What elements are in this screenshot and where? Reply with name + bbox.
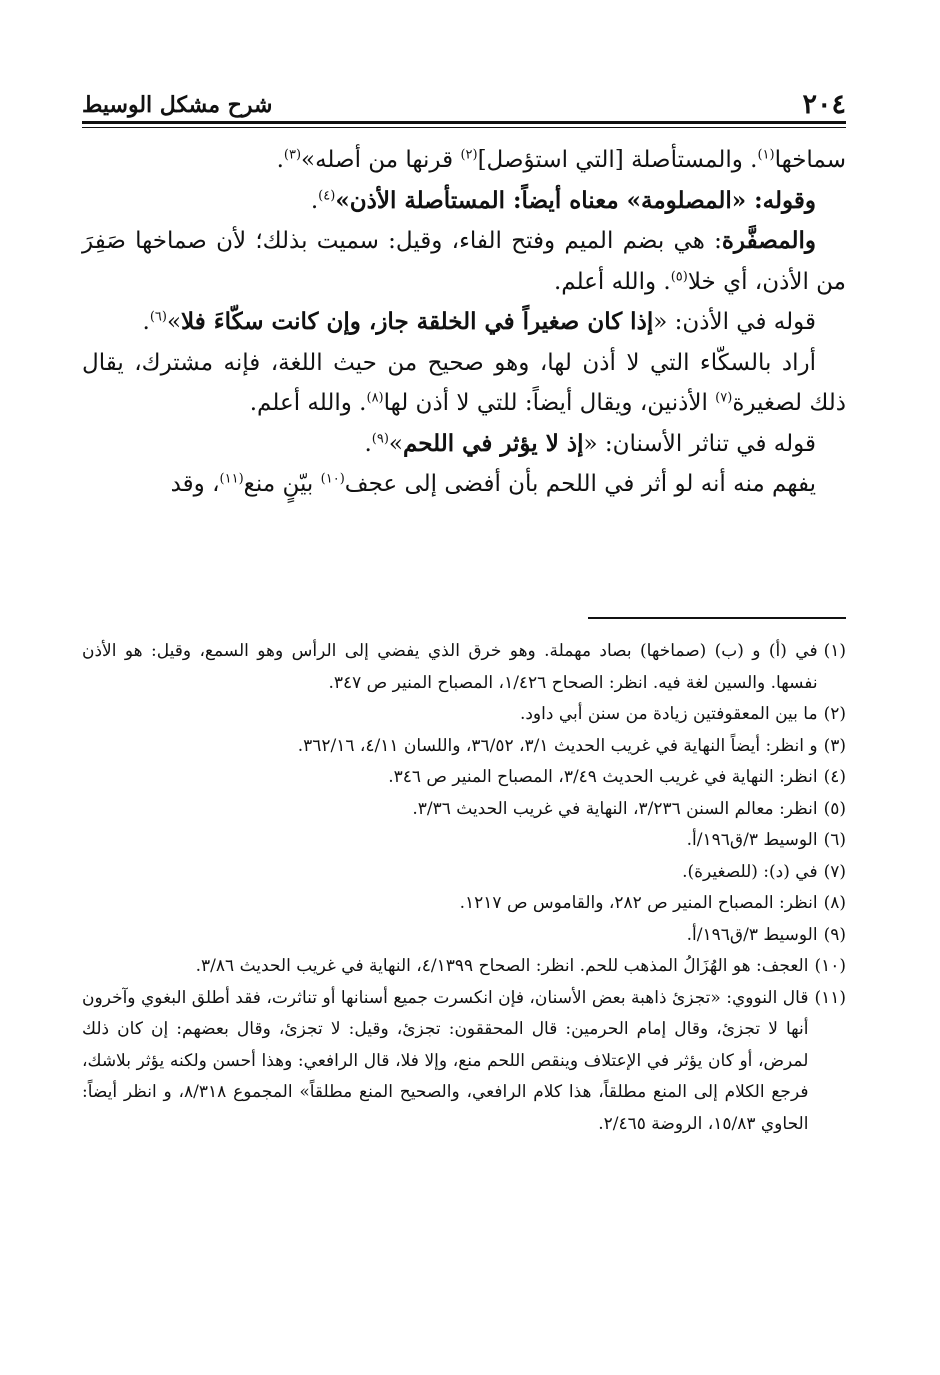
footnote-ref: (١) (757, 147, 775, 163)
footnote-number: (٨) (823, 893, 846, 913)
footnote-ref: (٧) (715, 390, 733, 406)
footnote-ref: (٩) (371, 430, 389, 446)
footnote-8 (82, 888, 846, 920)
footnote-ref: (٨) (366, 390, 384, 406)
text-run: يفهم منه أنه لو أثر في اللحم بأن أفضى إلى عجف (344, 471, 816, 497)
text-run: . (142, 309, 150, 335)
text-run: . (364, 430, 372, 457)
footnote-text: انظر: المصباح المنير ص ٢٨٢، والقاموس ص ١٢١٧. (459, 893, 818, 913)
footnote-7 (82, 857, 846, 889)
footnote-ref: (٢) (460, 147, 478, 163)
text-run: الأذنين، ويقال أيضاً: للتي لا أذن لها (383, 390, 716, 416)
footnote-1 (82, 636, 846, 699)
footnote-number: (٢) (823, 704, 846, 724)
footnote-number: (١١) (814, 987, 846, 1008)
page-header (82, 88, 846, 122)
text-run: قوله في الأذن: « (653, 309, 816, 335)
paragraph-5 (82, 343, 846, 424)
footnote-ref: (١٠) (320, 471, 345, 487)
footnote-number: (٣) (823, 735, 846, 756)
header-rule-thin (82, 127, 846, 128)
footnote-11 (82, 983, 846, 1141)
footnote-number: (٩) (823, 924, 846, 945)
text-run: أراد بالسكّاء التي لا أذن لها، وهو صحيح من حيث اللغة، فإنه مشترك، يقال ذلك لصغيرة (82, 349, 846, 416)
text-run: قوله في تناثر الأسنان: « (583, 430, 816, 457)
footnote-separator (588, 617, 846, 619)
paragraph-3 (82, 221, 846, 302)
text-run: . (276, 147, 284, 173)
footnote-10 (82, 951, 846, 983)
footnote-ref: (٦) (149, 309, 167, 325)
main-text (82, 140, 846, 505)
text-run: » (166, 309, 182, 335)
footnote-text: في (أ) و (ب) (صماخها) بصاد مهملة. وهو خرق الذي يفضي إلى الرأس وهو السمع، وقيل: هو الأذن نفسها. والسين لغة فيه. انظر: الصحاح ١/٤٢٦، المصباح المنير ص ٣٤٧. (82, 641, 818, 693)
text-run: بيّنٍ منع (243, 471, 321, 497)
page-number: ٢٠٤ (802, 89, 846, 120)
footnote-2 (82, 699, 846, 731)
paragraph-1 (82, 140, 846, 181)
running-title: شرح مشكل الوسيط (82, 92, 273, 118)
footnote-ref: (٥) (670, 268, 688, 284)
paragraph-4 (82, 302, 846, 343)
paragraph-6 (82, 424, 846, 465)
footnote-number: (٧) (823, 861, 846, 882)
paragraph-7 (82, 464, 846, 505)
text-run: . (310, 187, 319, 214)
text-run: . والله أعلم. (553, 268, 671, 295)
footnote-text: انظر: النهاية في غريب الحديث ٣/٤٩، المصباح المنير ص ٣٤٦. (388, 767, 818, 787)
footnote-text: و انظر: أيضاً النهاية في غريب الحديث ٣/١، ٣٦/٥٢، واللسان ٤/١١، ٣٦٢/١٦. (297, 735, 818, 756)
bold-text: إذا كان صغيراً في الخلقة جاز، وإن كانت سكّاءَ فلا (181, 308, 654, 335)
footnote-number: (١٠) (814, 956, 846, 976)
footnote-ref: (١١) (219, 471, 244, 487)
footnote-3 (82, 731, 846, 763)
text-run: قرنها من أصله» (301, 147, 461, 173)
footnote-ref: (٣) (283, 147, 302, 163)
text-run: . والله أعلم. (249, 390, 367, 416)
text-run: ، وقد (170, 471, 220, 497)
footnote-text: في (د): (للصغيرة). (682, 861, 818, 882)
footnote-text: ما بين المعقوفتين زيادة من سنن أبي داود. (519, 704, 818, 724)
footnote-number: (٦) (823, 830, 846, 850)
text-run: » (388, 430, 403, 457)
text-run: سماخها (774, 147, 846, 173)
footnote-number: (٥) (823, 798, 846, 819)
footnote-number: (٤) (823, 767, 846, 787)
text-run: . والمستأصلة [التي استؤصل] (477, 147, 758, 173)
footnote-5 (82, 794, 846, 826)
footnote-text: الوسيط ٣/ق١٩٦/أ. (686, 924, 818, 945)
bold-text: إذ لا يؤثر في اللحم (402, 429, 584, 457)
footnote-number: (١) (823, 641, 846, 661)
footnote-text: انظر: معالم السنن ٣/٢٣٦، النهاية في غريب الحديث ٣/٣٦. (412, 798, 818, 819)
footnote-4 (82, 762, 846, 794)
paragraph-2 (82, 181, 846, 222)
text-run: : هي بضم الميم وفتح الفاء، وقيل: سميت بذلك؛ لأن صماخها صَفِرَ من الأذن، أي خلا (82, 228, 846, 295)
footnote-ref: (٤) (318, 187, 336, 203)
footnote-6 (82, 825, 846, 857)
bold-text: والمصفَّرة (721, 227, 816, 254)
footnotes (82, 636, 846, 1140)
footnote-9 (82, 920, 846, 952)
footnote-text: العجف: هو الهُزَالُ المذهب للحم. انظر: الصحاح ٤/١٣٩٩، النهاية في غريب الحديث ٣/٨٦. (195, 956, 809, 976)
footnote-text: الوسيط ٣/ق١٩٦/أ. (686, 830, 818, 850)
footnote-text: قال النووي: «تجزئ ذاهبة بعض الأسنان، فإن انكسرت جميع أسنانها أو تناثرت، فقد أطلق البغوي وآخرون أنها لا تجزئ، وقال إمام الحرمين: قال المحققون: تجزئ، وقيل: لا تجزئ، وقال بعضهم: إن كان ذلك لمرض، أو كان يؤثر في الإعتلاف وينقص اللحم منع، وإلا فلا، قال الرافعي: وهذا أحسن ولكنه يؤثر بلاشك، فرجع الكلام إلى المنع مطلقاً، هذا كلام الرافعي، والصحيح المنع مطلقاً» المجموع ٨/٣١٨، و انظر أيضاً: الحاوي ١٥/٨٣، الروضة ٢/٤٦٥. (82, 987, 809, 1134)
header-rule-thick (82, 121, 846, 124)
bold-text: وقوله: «المصلومة» معناه أيضاً: المستأصلة الأذن» (335, 186, 816, 214)
